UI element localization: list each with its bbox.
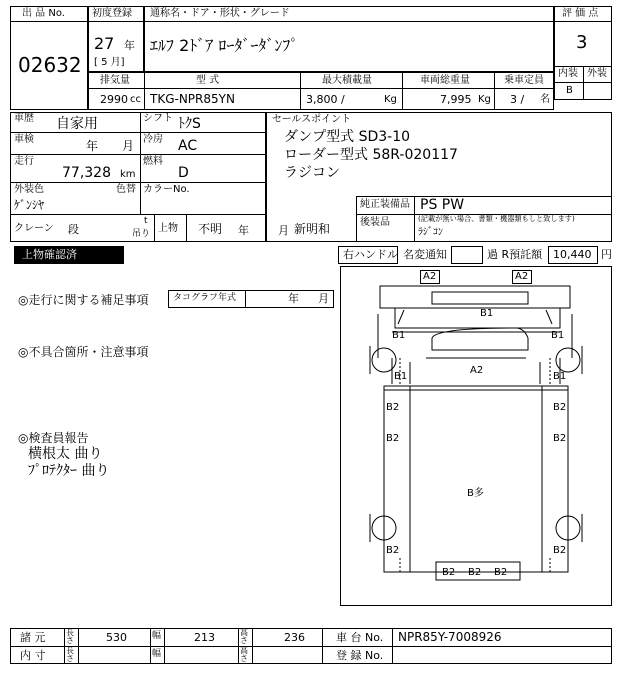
year-unit: 年 — [124, 39, 135, 52]
mileage-label: 走行 — [14, 156, 34, 167]
b2-label-rear-1: B2 — [442, 567, 456, 578]
gross-weight-unit: Kg — [478, 94, 491, 105]
exterior-color-label: 外装色 — [14, 184, 44, 195]
capacity-unit: 名 — [540, 94, 550, 105]
shift-label: シフト — [143, 113, 173, 124]
factory-equipment: PS PW — [420, 197, 465, 213]
model-name: ｴﾙﾌ 2ﾄﾞｱ ﾛｰﾀﾞｰﾀﾞﾝﾌﾟ — [150, 36, 299, 55]
capacity: 3 / — [510, 93, 525, 106]
score: 3 — [576, 32, 588, 53]
mileage-unit: km — [120, 169, 136, 180]
displacement: 2990 — [100, 93, 128, 106]
sales-point-line-1: ダンプ型式 SD3-10 — [284, 129, 411, 145]
upper-body-month: 月 — [278, 224, 289, 237]
defects-title: ◎不具合箇所・注意事項 — [18, 345, 149, 359]
b2-label-right-2: B2 — [553, 433, 567, 444]
max-load: 3,800 / — [306, 93, 345, 106]
lot-number: 02632 — [18, 53, 82, 77]
fuel: D — [178, 165, 189, 181]
interior-length-label: 長さ — [66, 646, 74, 663]
max-load-unit: Kg — [384, 94, 397, 105]
b2-label-right-1: B2 — [553, 402, 567, 413]
driving-supplement-title: ◎走行に関する補足事項 — [18, 293, 149, 307]
b-many-label-bed: B多 — [467, 488, 484, 499]
ac-label: 冷房 — [143, 134, 163, 145]
factory-equipment-label: 純正装備品 — [360, 199, 410, 210]
displacement-label: 排気量 — [100, 75, 130, 86]
aftermarket-label: 後装品 — [360, 217, 390, 228]
sales-point-line-2: ローダー型式 58R-020117 — [284, 147, 458, 163]
upper-body-confirmed-badge: 上物確認済 — [14, 246, 124, 264]
tachograph-year: 年 — [288, 292, 299, 305]
lot-number-label: 出 品 No. — [22, 8, 65, 19]
length: 530 — [106, 631, 127, 644]
crane-ton-bottom: 吊り — [132, 229, 151, 239]
shift: ﾄｸS — [178, 116, 201, 132]
tachograph-label: タコグラフ年式 — [173, 293, 237, 303]
max-load-label: 最大積載量 — [322, 75, 372, 86]
b1-label-right-top: B1 — [551, 330, 565, 341]
aftermarket-value: ﾗｼﾞｺﾝ — [418, 227, 443, 238]
interior-grade: B — [566, 85, 573, 96]
first-registration-month: [ 5 月] — [94, 57, 125, 68]
registration-number-label: 登 録 No. — [336, 649, 384, 662]
width: 213 — [194, 631, 215, 644]
inspector-report-title: ◎検査員報告 — [18, 431, 89, 445]
exterior-color: ｹﾞﾝｼﾔ — [14, 198, 45, 212]
crane-ton-top: t — [144, 216, 148, 226]
interior-height-label: 高さ — [240, 646, 248, 663]
meter-notice-label: 名変通知 — [403, 248, 447, 261]
crane-label: クレーン — [14, 223, 54, 234]
history-label: 車歴 — [14, 113, 34, 124]
score-label: 評 価 点 — [562, 8, 599, 19]
inspector-report-line-1: 横根太 曲り — [28, 446, 103, 462]
b1-label-left-top: B1 — [392, 330, 406, 341]
interior-dimensions-label: 内 寸 — [20, 649, 46, 662]
b1-label-right-mid: B1 — [553, 371, 567, 382]
inspection-year: 年 — [86, 139, 99, 153]
b1-label-roof: B1 — [480, 308, 494, 319]
crane-stage: 段 — [68, 223, 79, 236]
interior-grade-label: 内装 — [558, 68, 578, 79]
a2-label-cab: A2 — [470, 365, 484, 376]
first-registration-year: 27 — [94, 34, 115, 53]
inspection-label: 車検 — [14, 134, 34, 145]
a2-label-front-right: A2 — [515, 271, 529, 282]
width-label: 幅 — [152, 631, 162, 641]
meter-notice-box — [451, 246, 483, 264]
chassis-number: NPR85Y-7008926 — [398, 630, 502, 644]
color-number-label: カラーNo. — [143, 184, 190, 195]
gross-weight-label: 車両総重量 — [420, 75, 470, 86]
upper-body-label: 上物 — [158, 223, 178, 234]
upper-body-year: 年 — [238, 224, 249, 237]
ac: AC — [178, 138, 198, 154]
b2-label-rear-3: B2 — [494, 567, 508, 578]
sales-point-line-3: ラジコン — [284, 165, 340, 181]
history: 自家用 — [56, 116, 98, 132]
truck-outline-diagram — [340, 266, 612, 606]
a2-label-front-left: A2 — [423, 271, 437, 282]
height-label: 高さ — [240, 628, 248, 645]
first-registration-label: 初度登録 — [92, 8, 132, 19]
b2-label-right-3: B2 — [553, 545, 567, 556]
displacement-unit: cc — [130, 94, 141, 105]
inspector-report-line-2: ﾌﾟﾛﾃｸﾀｰ 曲り — [28, 463, 110, 479]
chassis-number-label: 車 台 No. — [336, 631, 384, 644]
capacity-label: 乗車定員 — [504, 75, 544, 86]
dimensions-label: 諸 元 — [20, 631, 46, 644]
upper-body-value: 不明 — [198, 222, 223, 236]
aftermarket-note: (記載が無い場合、書類・機器類もしと致します) — [418, 215, 575, 224]
yen-unit: 円 — [601, 248, 612, 261]
inspection-month: 月 — [122, 139, 135, 153]
right-hand-drive: 右ハンドル — [343, 248, 398, 261]
model-code-label: 型 式 — [196, 75, 220, 86]
b2-label-rear-2: B2 — [468, 567, 482, 578]
recycle-deposit-label: 過 R預託額 — [487, 248, 543, 261]
gross-weight: 7,995 — [440, 93, 472, 106]
height: 236 — [284, 631, 305, 644]
b2-label-left-3: B2 — [386, 545, 400, 556]
model-name-label: 通称名・ドア・形状・グレード — [150, 8, 290, 19]
sales-point-label: セールスポイント — [272, 114, 352, 125]
b2-label-left-1: B2 — [386, 402, 400, 413]
tachograph-month: 月 — [318, 292, 329, 305]
length-label: 長さ — [66, 628, 74, 645]
color-change-label: 色替 — [116, 184, 136, 195]
b2-label-left-2: B2 — [386, 433, 400, 444]
fuel-label: 燃料 — [143, 156, 163, 167]
b1-label-left-mid: B1 — [394, 371, 408, 382]
model-code: TKG-NPR85YN — [150, 92, 235, 106]
upper-body-maker: 新明和 — [294, 222, 331, 236]
interior-width-label: 幅 — [152, 649, 162, 659]
exterior-grade-label: 外装 — [587, 68, 607, 79]
mileage: 77,328 — [62, 165, 111, 181]
recycle-deposit: 10,440 — [553, 248, 592, 261]
